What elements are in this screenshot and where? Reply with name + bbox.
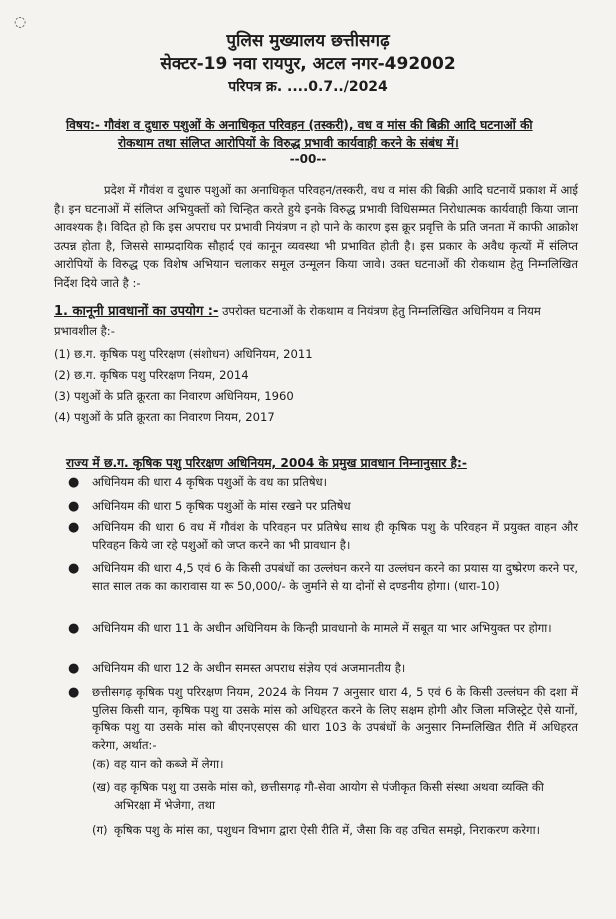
subitem-text: कृषिक पशु के मांस का, पशुधन विभाग द्वारा ऐसी रीति में, जैसा कि वह उचित समझे, निराकरण करेगा। [114,823,540,837]
bullet-icon: ● [68,499,80,514]
provision-text: छत्तीसगढ़ कृषिक पशु परिरक्षण नियम, 2024 के नियम 7 अनुसार धारा 4, 5 एवं 6 के किसी उल्लंघन की दशा में पुलिस किसी यान, कृषिक पशु या उसके मांस को अधिहरत करने के लिए सक्षम होगी और जिला मजिस्ट्रेट ऐसे यानों, कृषिक पशु या उसके मांस को बीएनएसएस की धारा 103 के उपबंधों के अनुसार निम्नलिखित रीति में अधिहरत करेगा, अर्थात:- [92,685,578,752]
act-item: (4) पशुओं के प्रति क्रूरता का निवारण नियम, 2017 [54,410,275,424]
provision-text: अधिनियम की धारा 6 वध में गौवंश के परिवहन पर प्रतिषेध साथ ही कृषिक पशु के परिवहन में प्रयुक्त वाहन और परिवहन किये जा रहे पशुओं को जप्त करने का भी प्रावधान है। [92,520,578,552]
act-item: (2) छ.ग. कृषिक पशु परिरक्षण नियम, 2014 [54,368,249,382]
subitem-marker: (ग) [92,823,108,837]
section-1-heading: 1. कानूनी प्रावधानों का उपयोग :- [54,304,219,319]
provision-text: अधिनियम की धारा 5 कृषिक पशुओं के मांस रखने पर प्रतिषेध [92,499,351,513]
subitem-marker: (ख) [92,780,111,794]
office-address: सेक्टर-19 नवा रायपुर, अटल नगर-492002 [160,54,456,74]
provision-item [66,519,578,554]
act-item: (1) छ.ग. कृषिक पशु परिरक्षण (संशोधन) अधिनियम, 2011 [54,347,313,361]
bullet-icon: ● [68,685,80,700]
provision-text: अधिनियम की धारा 12 के अधीन समस्त अपराध संज्ञेय एवं अजमानतीय है। [92,661,406,675]
office-name: पुलिस मुख्यालय छत्तीसगढ़ [226,31,390,51]
provision-item [66,660,578,678]
provision-item [66,498,578,516]
acts-list [54,344,578,428]
provision-item [66,684,578,754]
bullet-icon: ● [68,561,80,576]
provision-text: अधिनियम की धारा 4,5 एवं 6 के किसी उपबंधों का उल्लंघन करने या उल्लंघन करने का प्रयास या दुष्प्रेरण करने पर, सात साल तक का कारावास या रू 50,000/- के जुर्माने से या दोनों से दण्डनीय होगा। (धारा-10) [92,561,578,593]
bullet-icon: ● [68,621,80,636]
separator: --00-- [289,152,327,166]
subitem [92,756,576,774]
subitem-text: वह कृषिक पशु या उसके मांस को, छत्तीसगढ़ गौ-सेवा आयोग से पंजीकृत किसी संस्था अथवा व्यक्ति की अभिरक्षा में भेजेगा, तथा [114,780,544,812]
circular-number: परिपत्र क्र. ....0.7../2024 [228,79,388,95]
bullet-icon: ● [68,520,80,535]
intro-paragraph: प्रदेश में गौवंश व दुधारु पशुओं का अनाधिकृत परिवहन/तस्करी, वध व मांस की बिक्री आदि घटनायें प्रकाश में आई है। इन घटनाओं में संलिप्त अभियुक्तों को चिन्हित करते हुये इनके विरुद्ध प्रभावी विधिसम्मत निरोधात्मक कार्यवाही किया जाना आवश्यक है। विदित हो कि इस अपराध पर प्रभावी नियंत्रण न हो पाने के कारण इस क्रूर प्रवृत्ति के प्रति जनता में काफी आक्रोश उत्पन्न होता है, जिससे साम्प्रदायिक सौहार्द एवं कानून व्यवस्था भी प्रभावित होती है। इस प्रकार के अवैध कृत्यों में संलिप्त आरोपियों के विरुद्ध एक विशेष अभियान चलाकर समूल उन्मूलन किया जावे। उक्त घटनाओं की रोकथाम हेतु निम्नलिखित निर्देश दिये जाते है :- [54,183,578,290]
subitem [92,822,576,840]
subitem [92,779,576,814]
bullet-icon: ● [68,661,80,676]
subject-line-1: विषय:- गौवंश व दुधारु पशुओं के अनाधिकृत परिवहन (तस्करी), वध व मांस की बिक्री आदि घटनाओं की [66,118,533,132]
provision-item [66,474,578,492]
subitem-text: वह यान को कब्जे में लेगा। [114,757,224,771]
subject-line-2: रोकथाम तथा संलिप्त आरोपियों के विरुद्ध प्रभावी कार्यवाही करने के संबंध में। [118,136,459,150]
subitem-marker: (क) [92,757,110,771]
provision-item [66,620,578,638]
punch-hole-mark: ◌ [14,14,27,30]
provision-item [66,560,578,595]
act-item: (3) पशुओं के प्रति क्रूरता का निवारण अधिनियम, 1960 [54,389,294,403]
letterhead [0,30,616,98]
subject [66,116,574,152]
provision-text: अधिनियम की धारा 4 कृषिक पशुओं के वध का प्रतिषेध। [92,475,328,489]
bullet-icon: ● [68,475,80,490]
section-1-text: उपरोक्त घटनाओं के रोकथाम व नियंत्रण हेतु निम्नलिखित अधिनियम व नियम प्रभावशील है:- [54,304,541,338]
section-2-heading: राज्य में छ.ग. कृषिक पशु परिरक्षण अधिनियम, 2004 के प्रमुख प्रावधान निम्नानुसार है:- [66,456,467,470]
section-1 [54,302,578,340]
provision-text: अधिनियम की धारा 11 के अधीन अधिनियम के किन्ही प्रावधानो के मामले में सबूत या भार अभियुक्त पर होगा। [92,621,552,635]
